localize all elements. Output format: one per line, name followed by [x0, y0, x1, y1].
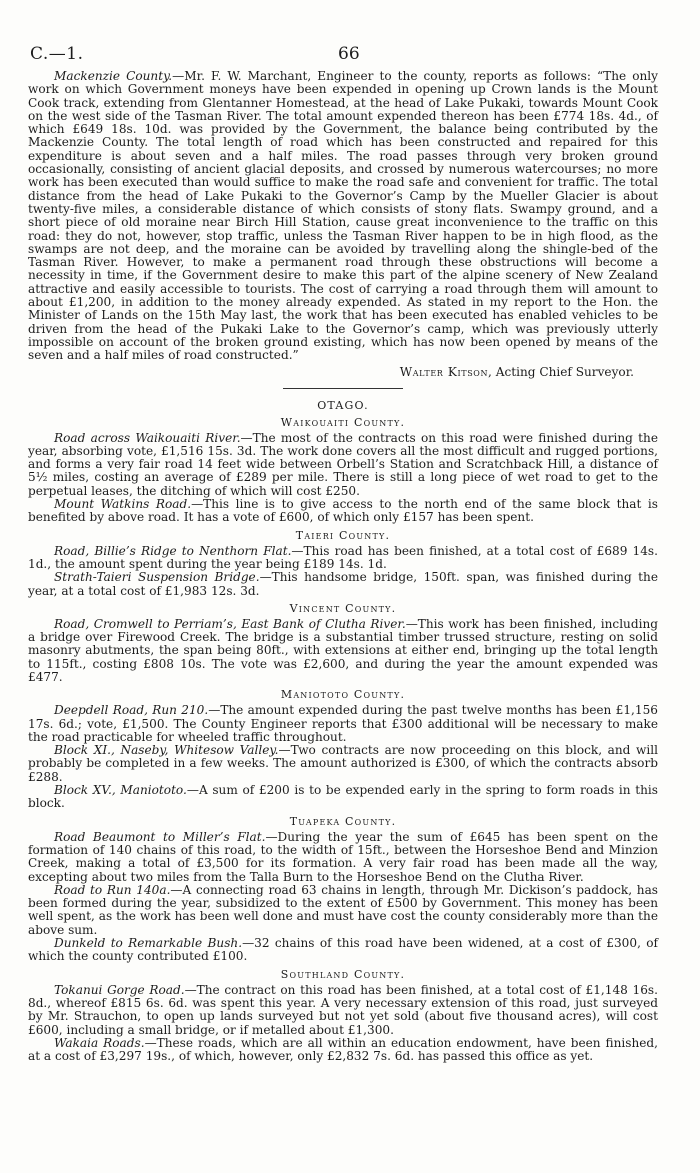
paragraph	[28, 545, 658, 572]
paragraph-title: Road to Run 140a.	[54, 882, 171, 897]
paragraph-text: —The amount expended during the past twelve months has been £1,156 17s. 6d.; vote, £1,500. The County Engineer reports that £300 additional will be necessary to make the road practicable for wheeled traffic throughout.	[28, 703, 658, 744]
page-number: 66	[338, 44, 360, 64]
paragraph-title: Mackenzie County.	[54, 69, 173, 83]
paragraph-text: —This handsome bridge, 150ft. span, was finished during the year, at a total cost of £1,983 12s. 3d.	[28, 570, 658, 598]
paragraph-title: Block XI., Naseby, Whitesow Valley.	[54, 743, 279, 758]
county-heading: Vincent County.	[289, 601, 397, 615]
signature	[28, 365, 634, 380]
paragraph-title: Road, Cromwell to Perriam’s, East Bank of Clutha River.	[54, 616, 406, 631]
signatory-title: , Acting Chief Surveyor.	[488, 364, 634, 379]
paragraph-title: Block XV., Maniototo.	[54, 783, 187, 798]
paragraph-text: —Mr. F. W. Marchant, Engineer to the county, reports as follows: “The only work on which Government moneys have been expended in opening up Crown lands is the Mount Cook track, extending from Glentanner Homestead, at the head of Lake Pukaki, towards Mount Cook on the west side of the Tasman River. The total amount expended thereon has been £774 18s. 4d., of which £649 18s. 10d. was provided by the Government, the balance being contributed by the Mackenzie County. The total length of road which has been constructed and repaired for this expenditure is about seven and a half miles. The road passes through very broken ground occasionally, consisting of ancient glacial deposits, and crossed by numerous watercourses; no more work has been executed than would suffice to make the road safe and convenient for traffic. The total distance from the head of Lake Pukaki to the Governor’s Camp by the Mueller Glacier is about twenty-five miles, a considerable distance of which consists of stony flats. Swampy ground, and a short piece of old moraine near Birch Hill Station, cause great inconvenience to the traffic on this road: they do not, however, stop traffic, unless the Tasman River happen to be in high flood, as the swamps are not deep, and the moraine can be avoided by travelling along the shingle-bed of the Tasman River. However, to make a permanent road through these obstructions will become a necessity in time, if the Government desire to make this part of the alpine scenery of New Zealand attractive and easily accessible to tourists. The cost of carrying a road through them will amount to about £1,200, in addition to the money already expended. As stated in my report to the Hon. the Minister of Lands on the 15th May last, the work that has been executed has enabled vehicles to be driven from the head of the Pukaki Lake to the Governor’s camp, which was previously utterly impossible on account of the broken ground existing, which has now been opened by means of the seven and a half miles of road constructed.”	[28, 69, 658, 363]
page-header	[28, 44, 658, 70]
paragraph-text: —This line is to give access to the north end of the same block that is benefited by above road. It has a vote of £600, of which only £157 has been spent.	[28, 497, 658, 525]
paragraph-title: Dunkeld to Remarkable Bush.	[54, 936, 243, 951]
paragraph-text: —The most of the contracts on this road were finished during the year, absorbing vote, £1,516 15s. 3d. The work done covers all the most difficult and rugged portions, and forms a very fair road 14 feet wide between Orbell’s Station and Scratchback Hill, a distance of 5½ miles, costing an average of £289 per mile. There is still a long piece of wet road to get to the perpetual leases, the ditching of which will cost £250.	[28, 430, 658, 498]
paragraph	[28, 784, 658, 811]
paragraph	[28, 1037, 658, 1064]
paragraph-text: —A connecting road 63 chains in length, through Mr. Dickison’s paddock, has been formed during the year, subsidized to the extent of £500 by Government. This money has been well spent, as the work has been well done and must have cost the county considerably more than the above sum.	[28, 882, 658, 937]
paragraph	[28, 831, 658, 884]
paragraph-text: —This work has been finished, including a bridge over Firewood Creek. The bridge is a substantial timber trussed structure, resting on solid masonry abutments, the span being 80ft., with extensions at either end, bringing up the total length to 115ft., costing £808 10s. The vote was £2,600, and during the year the amount expended was £477.	[28, 616, 658, 684]
county-heading: Tuapeka County.	[289, 814, 397, 828]
paragraph-title: Deepdell Road, Run 210.	[54, 703, 209, 718]
paragraph-title: Road, Billie’s Ridge to Nenthorn Flat.	[54, 543, 292, 558]
region-heading: OTAGO.	[317, 398, 369, 412]
paragraph-title: Tokanui Gorge Road.	[54, 982, 185, 997]
paragraph-title: Strath-Taieri Suspension Bridge.	[54, 570, 260, 585]
paragraph-text: —A sum of £200 is to be expended early in the spring to form roads in this block.	[28, 783, 658, 811]
paragraph	[28, 618, 658, 684]
paragraph-text: —32 chains of this road have been widened, at a cost of £300, of which the county contributed £100.	[28, 936, 659, 964]
paragraph-text: —During the year the sum of £645 has been spent on the formation of 140 chains of this road, to the width of 15ft., between the Horseshoe Bend and Minzion Creek, making a total of £3,500 for its formation. A very fair road has been made all the way, excepting about two miles from the Talla Burn to the Horseshoe Bend on the Clutha River.	[28, 829, 658, 884]
mackenzie-paragraph	[28, 70, 658, 363]
paragraph-title: Road across Waikouaiti River.	[54, 430, 241, 445]
paragraph	[28, 984, 658, 1037]
paragraph	[28, 432, 658, 498]
paragraph-text: —These roads, which are all within an education endowment, have been finished, at a cost of £3,297 19s., of which, however, only £2,832 7s. 6d. has passed this office as yet.	[28, 1035, 658, 1064]
paragraph	[28, 498, 658, 525]
paragraph-title: Mount Watkins Road.	[54, 497, 192, 512]
paragraph-title: Wakaia Roads.	[54, 1035, 145, 1050]
county-heading: Maniototo County.	[280, 688, 406, 702]
page-identifier: C.—1.	[30, 44, 84, 64]
paragraph	[28, 571, 658, 598]
paragraph	[28, 744, 658, 784]
paragraph-title: Road Beaumont to Miller’s Flat.	[54, 829, 266, 844]
county-heading: Southland County.	[280, 967, 406, 981]
paragraph-text: —This road has been finished, at a total cost of £689 14s. 1d., the amount spent during the year being £189 14s. 1d.	[28, 543, 658, 571]
paragraph	[28, 937, 658, 964]
paragraph	[28, 704, 658, 744]
section-divider	[283, 388, 403, 389]
signatory-name: Walter Kitson	[399, 364, 489, 379]
paragraph-text: —The contract on this road has been finished, at a total cost of £1,148 16s. 8d., whereof £815 6s. 6d. was spent this year. A very necessary extension of this road, just surveyed by Mr. Strauchon, to open up lands surveyed but not yet sold (about five thousand acres), will cost £600, including a small bridge, or if metalled about £1,300.	[28, 982, 658, 1037]
paragraph	[28, 884, 658, 937]
paragraph-text: —Two contracts are now proceeding on this block, and will probably be completed in a few weeks. The amount authorized is £300, of which the contracts absorb £288.	[28, 743, 659, 784]
county-heading: Taieri County.	[295, 528, 391, 542]
county-heading: Waikouaiti County.	[280, 415, 406, 429]
